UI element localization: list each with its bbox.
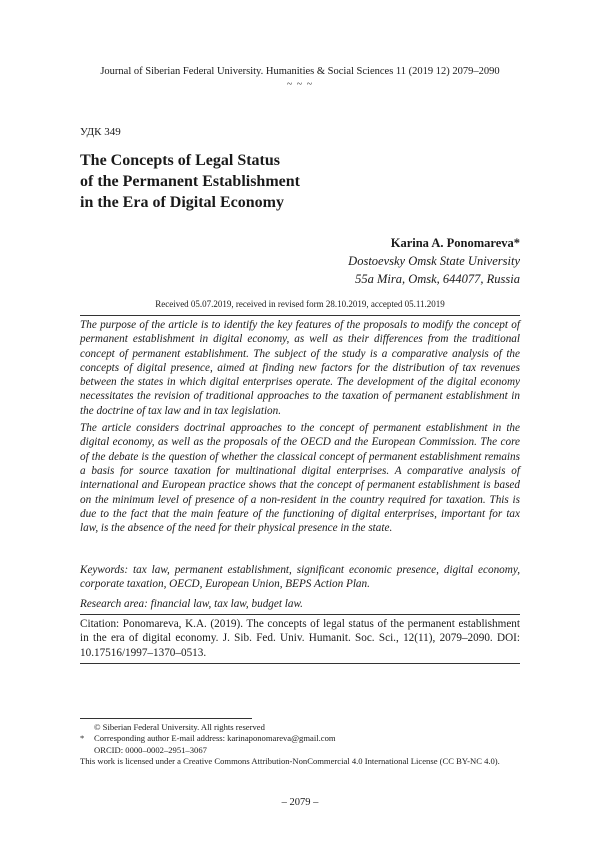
author-address: 55a Mira, Omsk, 644077, Russia <box>355 272 520 286</box>
divider <box>80 614 520 615</box>
footnotes <box>80 722 540 768</box>
title-line: of the Permanent Establishment <box>80 173 300 190</box>
divider <box>80 315 520 316</box>
received-dates: Received 05.07.2019, received in revised form 28.10.2019, accepted 05.11.2019 <box>155 299 445 309</box>
corresponding-author-note <box>80 733 540 744</box>
keywords: Keywords: tax law, permanent establishment, significant economic presence, digital economy, corporate taxation, OECD, European Union, BEPS Action Plan. <box>80 564 520 591</box>
author-affiliation: Dostoevsky Omsk State University <box>348 254 520 268</box>
title-line: The Concepts of Legal Status <box>80 152 281 169</box>
license-note: This work is licensed under a Creative Commons Attribution-NonCommercial 4.0 International License (CC BY-NC 4.0). <box>80 756 500 767</box>
page-number: – 2079 – <box>281 797 319 808</box>
abstract <box>80 318 520 538</box>
divider <box>80 663 520 664</box>
header-ornament: ~ ~ ~ <box>286 79 314 90</box>
abstract-paragraph: The purpose of the article is to identify the key features of the proposals to modify the concept of permanent establishment in digital economy, as well as their differences from the traditional concept of permanent establishment. The subject of the study is a comparative analysis of the concepts of digital presence, aimed at finding new factors for the distribution of tax revenues between the states in which digital enterprises operate. The development of the digital economy necessitates the revision of traditional approaches to the taxation of permanent establishment in the doctrine of tax law and in tax legislation. <box>80 319 520 417</box>
article-title <box>80 150 300 213</box>
footnote-divider <box>80 718 252 719</box>
journal-header: Journal of Siberian Federal University. Humanities & Social Sciences 11 (2019 12) 2079–2090 <box>100 66 500 77</box>
research-area: Research area: financial law, tax law, budget law. <box>80 598 303 610</box>
footnote-mark: * <box>80 733 85 744</box>
abstract-paragraph: The article considers doctrinal approaches to the concept of permanent establishment in the digital economy, as well as the proposals of the OECD and the European Commission. The core of the debate is the question of whether the classical concept of permanent establishment remains a basis for source taxation for multinational digital enterprises. A comparative analysis of international and European practice shows that the concept of permanent establishment is based on the minimum level of presence of a non-resident in the country required for taxation. This is due to the fact that the main feature of the functioning of digital enterprises, important for tax law, is the absence of the need for their physical presence in the state. <box>80 422 520 535</box>
author-name: Karina A. Ponomareva* <box>390 236 520 250</box>
orcid-note: ORCID: 0000–0002–2951–3067 <box>94 744 207 755</box>
corresponding-author-email: Corresponding author E-mail address: karinaponomareva@gmail.com <box>94 733 336 744</box>
udk-code: УДК 349 <box>80 126 121 138</box>
title-line: in the Era of Digital Economy <box>80 194 284 211</box>
author-block <box>348 234 520 288</box>
copyright-note: © Siberian Federal University. All rights reserved <box>94 722 265 732</box>
citation: Citation: Ponomareva, K.A. (2019). The concepts of legal status of the permanent establishment in the era of digital economy. J. Sib. Fed. Univ. Humanit. Soc. Sci., 12(11), 2079–2090. DOI: 10.17516/1997–1370–0513. <box>80 618 520 659</box>
